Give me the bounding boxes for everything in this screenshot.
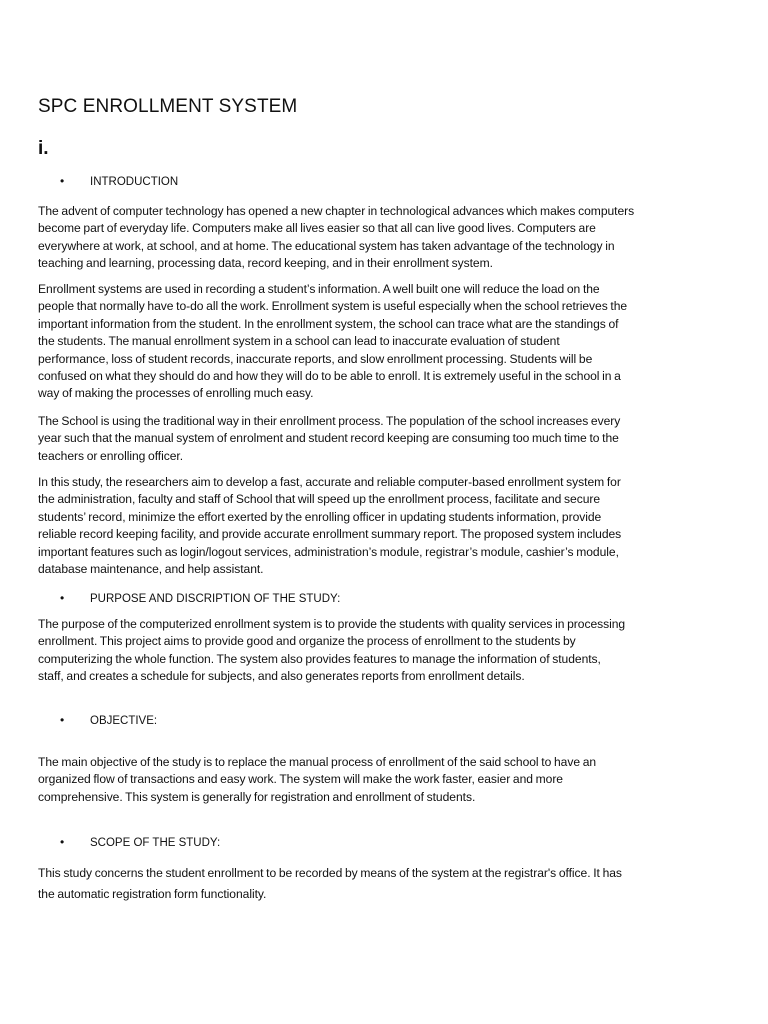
- paragraph-line: performance, loss of student records, inaccurate reports, and slow enrollment processing. Students will be: [38, 351, 593, 366]
- heading-purpose: [60, 590, 340, 607]
- paragraph-line: reliable record keeping facility, and provide accurate enrollment summary report. The proposed system includes: [38, 527, 622, 542]
- paragraph-line: The main objective of the study is to replace the manual process of enrollment of the said school to have an: [38, 755, 597, 769]
- paragraph-line: the automatic registration form functionality.: [38, 887, 267, 901]
- paragraph-line: the administration, faculty and staff of School that will speed up the enrollment process, facilitate and secure: [38, 492, 601, 507]
- heading-scope: [60, 834, 220, 851]
- paragraph-line: students’ record, minimize the effort exerted by the enrolling officer in updating students information, provide: [38, 509, 602, 524]
- paragraph-line: computerizing the whole function. The system also provides features to manage the information of students,: [38, 651, 601, 666]
- heading-label: INTRODUCTION: [90, 176, 179, 188]
- bullet-icon: •: [60, 835, 65, 849]
- heading-introduction: [60, 173, 178, 190]
- paragraph-line: staff, and creates a schedule for subjects, and also generates reports from enrollment details.: [38, 669, 525, 684]
- paragraph-objective: [38, 754, 680, 806]
- paragraph-line: teaching and learning, processing data, record keeping, and in their enrollment system.: [38, 256, 493, 271]
- bullet-icon: •: [60, 174, 65, 188]
- paragraph-line: important features such as login/logout services, administration’s module, registrar’s module, cashier’s module,: [38, 544, 619, 559]
- heading-label: PURPOSE AND DISCRIPTION OF THE STUDY:: [90, 593, 341, 605]
- paragraph-line: year such that the manual system of enrolment and student record keeping are consuming too much time to the: [38, 431, 619, 446]
- paragraph-purpose: [38, 616, 680, 686]
- paragraph-line: teachers or enrolling officer.: [38, 448, 184, 463]
- paragraph-line: database maintenance, and help assistant.: [38, 562, 264, 577]
- heading-label: SCOPE OF THE STUDY:: [90, 837, 221, 849]
- paragraph-intro-3: [38, 413, 680, 465]
- paragraph-line: become part of everyday life. Computers make all lives easier so that all can live good lives. Computers are: [38, 221, 596, 236]
- paragraph-line: Enrollment systems are used in recording a student’s information. A well built one will reduce the load on the: [38, 282, 600, 296]
- paragraph-intro-1: [38, 203, 680, 273]
- paragraph-line: The School is using the traditional way in their enrollment process. The population of the school increases every: [38, 414, 621, 428]
- paragraph-line: organized flow of transactions and easy work. The system will make the work faster, easier and more: [38, 772, 563, 787]
- bullet-icon: •: [60, 591, 65, 605]
- bullet-icon: •: [60, 713, 65, 727]
- paragraph-line: people that normally have to-do all the work. Enrollment system is useful especially when the school retrieves the: [38, 299, 628, 314]
- paragraph-line: way of making the processes of enrolling much easy.: [38, 386, 314, 401]
- paragraph-intro-4: [38, 474, 680, 578]
- paragraph-line: everywhere at work, at school, and at home. The educational system has taken advantage of the technology in: [38, 238, 615, 253]
- paragraph-line: This study concerns the student enrollment to be recorded by means of the system at the registrar's office. It has: [38, 866, 622, 880]
- document-title: SPC ENROLLMENT SYSTEM: [38, 96, 298, 117]
- heading-objective: [60, 712, 157, 729]
- paragraph-line: The purpose of the computerized enrollment system is to provide the students with quality services in processing: [38, 617, 626, 631]
- paragraph-line: enrollment. This project aims to provide good and organize the process of enrollment to the students by: [38, 634, 576, 649]
- paragraph-line: the students. The manual enrollment system in a school can lead to inaccurate evaluation of student: [38, 334, 560, 349]
- paragraph-line: important information from the student. In the enrollment system, the school can trace what are the standings of: [38, 316, 619, 331]
- heading-label: OBJECTIVE:: [90, 715, 158, 727]
- paragraph-intro-2: [38, 281, 680, 403]
- paragraph-line: comprehensive. This system is generally for registration and enrollment of students.: [38, 789, 476, 804]
- paragraph-scope: [38, 863, 680, 905]
- paragraph-line: confused on what they should do and how they will do to be able to enroll. It is extremely useful in the school in a: [38, 369, 621, 384]
- section-number: i.: [38, 138, 49, 159]
- paragraph-line: In this study, the researchers aim to develop a fast, accurate and reliable computer-based enrollment system for: [38, 475, 621, 489]
- paragraph-line: The advent of computer technology has opened a new chapter in technological advances which makes computers: [38, 204, 635, 218]
